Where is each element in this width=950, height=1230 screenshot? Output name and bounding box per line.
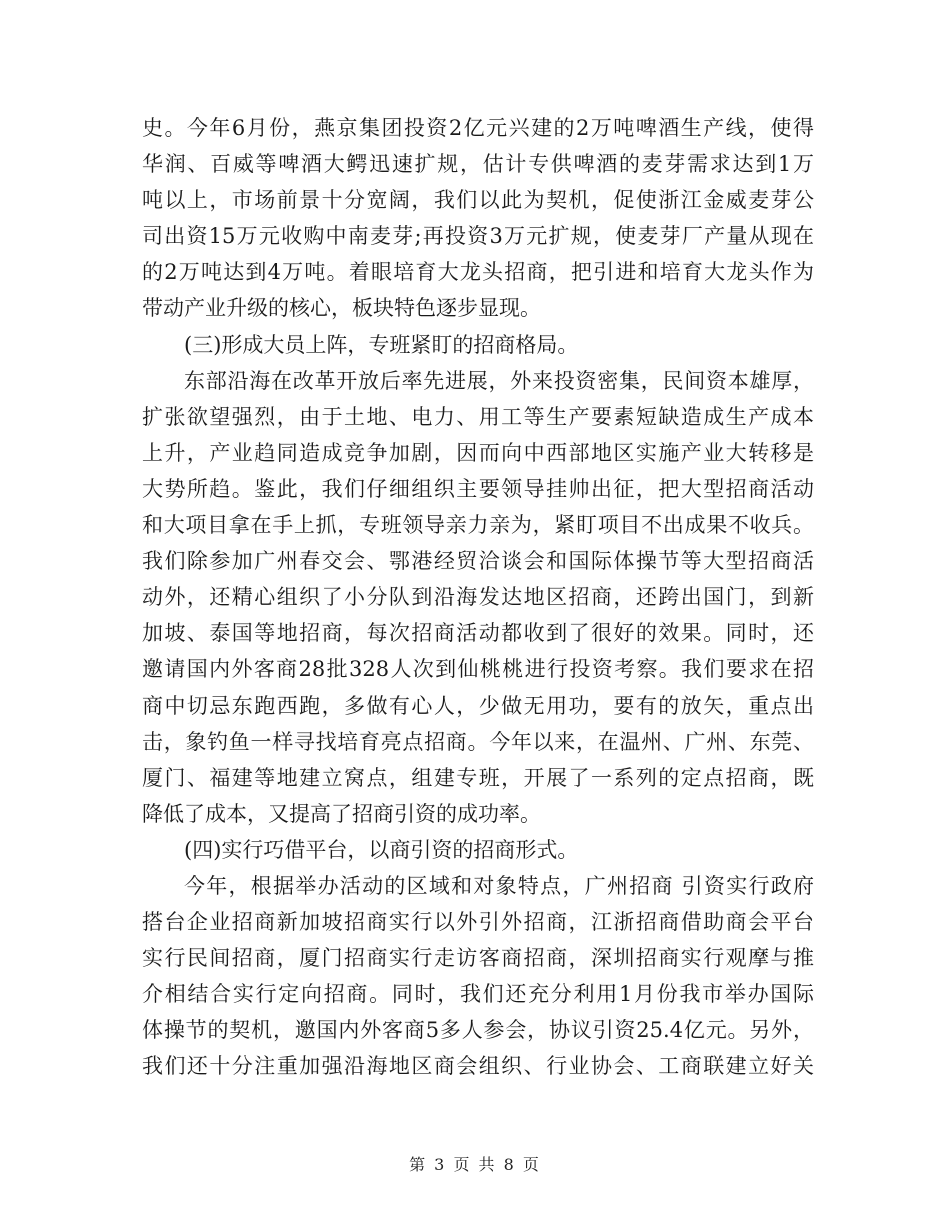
text-line: 的2万吨达到4万吨。着眼培育大龙头招商，把引进和培育大龙头作为 <box>142 260 814 285</box>
page-number-footer: 第 3 页 共 8 页 <box>409 1155 541 1174</box>
text-line: 史。今年6月份，燕京集团投资2亿元兴建的2万吨啤酒生产线，使得 <box>142 116 814 140</box>
text-line: 今年，根据举办活动的区域和对象特点，广州招商 引资实行政府 <box>184 873 814 898</box>
text-line: 司出资15万元收购中南麦芽;再投资3万元扩规，使麦芽厂产量从现在 <box>142 224 814 249</box>
text-line: 和大项目拿在手上抓，专班领导亲力亲为，紧盯项目不出成果不收兵。 <box>142 513 814 538</box>
text-line: 东部沿海在改革开放后率先进展，外来投资密集，民间资本雄厚， <box>184 368 814 393</box>
text-line: 我们还十分注重加强沿海地区商会组织、行业协会、工商联建立好关 <box>142 1054 814 1079</box>
text-line: 介相结合实行定向招商。同时，我们还充分利用1月份我市举办国际 <box>142 982 814 1007</box>
section-heading: (四)实行巧借平台，以商引资的招商形式。 <box>184 837 579 862</box>
text-line: 厦门、福建等地建立窝点，组建专班，开展了一系列的定点招商，既 <box>142 765 814 790</box>
text-line: 商中切忌东跑西跑，多做有心人，少做无用功，要有的放矢，重点出 <box>142 693 814 718</box>
text-line: 吨以上，市场前景十分宽阔，我们以此为契机，促使浙江金威麦芽公 <box>142 188 814 213</box>
text-line: 邀请国内外客商28批328人次到仙桃桃进行投资考察。我们要求在招 <box>142 657 814 682</box>
text-line: 搭台企业招商新加坡招商实行以外引外招商，江浙招商借助商会平台 <box>142 910 814 935</box>
text-line: 降低了成本，又提高了招商引资的成功率。 <box>142 801 541 826</box>
text-line: 带动产业升级的核心，板块特色逐步显现。 <box>142 296 541 321</box>
text-line: 华润、百威等啤酒大鳄迅速扩规，估计专供啤酒的麦芽需求达到1万 <box>142 152 814 177</box>
text-line: 动外，还精心组织了小分队到沿海发达地区招商，还跨出国门，到新 <box>142 585 814 610</box>
text-line: 体操节的契机，邀国内外客商5多人参会，协议引资25.4亿元。另外， <box>142 1018 814 1043</box>
text-line: 我们除参加广州春交会、鄂港经贸洽谈会和国际体操节等大型招商活 <box>142 549 814 574</box>
text-line: 扩张欲望强烈，由于土地、电力、用工等生产要素短缺造成生产成本 <box>142 404 814 429</box>
text-line: 上升，产业趋同造成竞争加剧，因而向中西部地区实施产业大转移是 <box>142 440 814 465</box>
text-line: 实行民间招商，厦门招商实行走访客商招商，深圳招商实行观摩与推 <box>142 946 814 971</box>
document-body <box>142 110 814 1085</box>
text-line: 加坡、泰国等地招商，每次招商活动都收到了很好的效果。同时，还 <box>142 621 814 646</box>
text-line: 大势所趋。鉴此，我们仔细组织主要领导挂帅出征，把大型招商活动 <box>142 476 814 501</box>
text-line: 击，象钓鱼一样寻找培育亮点招商。今年以来，在温州、广州、东莞、 <box>142 729 814 754</box>
section-heading: (三)形成大员上阵，专班紧盯的招商格局。 <box>184 332 579 357</box>
